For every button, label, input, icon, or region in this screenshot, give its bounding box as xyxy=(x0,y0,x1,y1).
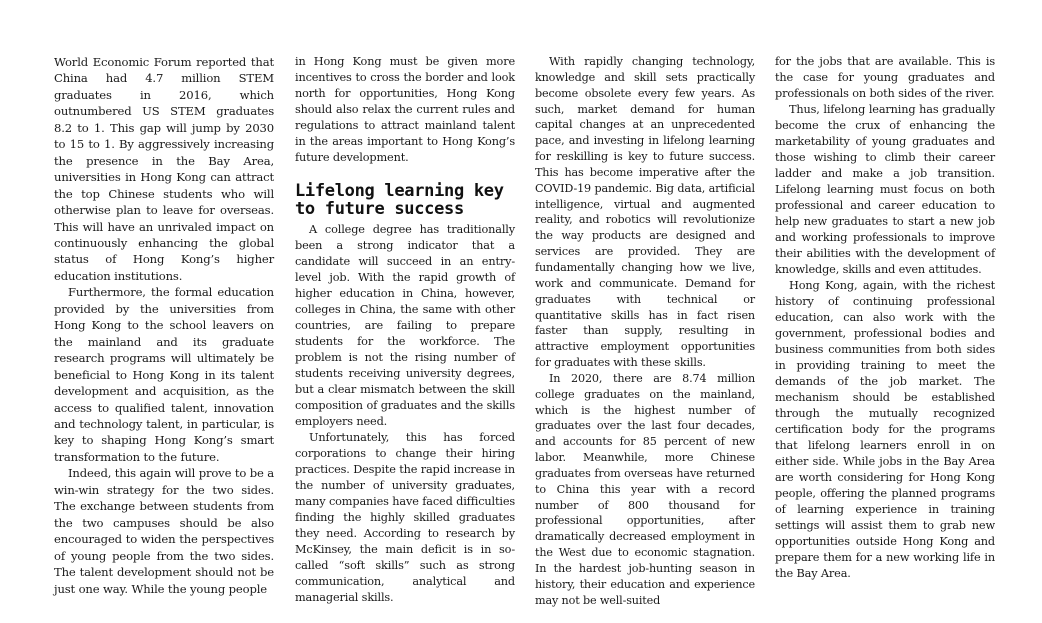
article-column-1 xyxy=(54,54,274,597)
article-column-2 xyxy=(295,54,515,606)
article-column-4 xyxy=(775,54,995,582)
paragraph: Hong Kong, again, with the richest history of continuing professional education, can also work with the government, professional bodies and business communities from both sides in providing training to meet the demands of the job market. The mechanism should be established through the mutually recognized certification body for the programs that lifelong learners enroll in on either side. While jobs in the Bay Area are worth considering for Hong Kong people, offering the planned programs of learning experience in training settings will assist them to grab new opportunities outside Hong Kong and prepare them for a new working life in the Bay Area. xyxy=(775,279,995,580)
paragraph: Thus, lifelong learning has gradually become the crux of enhancing the marketability of young graduates and those wishing to climb their career ladder and make a job transition. Lifelong learning must focus on both professional and career education to help new graduates to start a new job and working professionals to improve their abilities with the development of knowledge, skills and even attitudes. xyxy=(775,103,995,276)
paragraph: in Hong Kong must be given more incentives to cross the border and look north for opportunities, Hong Kong should also relax the current rules and regulations to attract mainland talent in the areas important to Hong Kong’s future development. xyxy=(295,55,515,164)
paragraph: World Economic Forum reported that China had 4.7 million STEM graduates in 2016, which outnumbered US STEM graduates 8.2 to 1. This gap will jump by 2030 to 15 to 1. By aggressively increasing the presence in the Bay Area, universities in Hong Kong can attract the top Chinese students who will otherwise plan to leave for overseas. This will have an unrivaled impact on continuously enhancing the global status of Hong Kong’s higher education institutions. xyxy=(54,55,274,283)
article-column-3 xyxy=(535,54,755,609)
paragraph: Furthermore, the formal education provided by the universities from Hong Kong to the school leavers on the mainland and its graduate research programs will ultimately be beneficial to Hong Kong in its talent development and acquisition, as the access to qualified talent, innovation and technology talent, in particular, is key to shaping Hong Kong’s smart transformation to the future. xyxy=(54,285,274,464)
section-heading: Lifelong learning key to future success xyxy=(295,181,504,219)
article-page xyxy=(54,54,998,610)
paragraph: Unfortunately, this has forced corporations to change their hiring practices. Despite the rapid increase in the number of university graduates, many companies have faced difficulties finding the highly skilled graduates they need. According to research by McKinsey, the main deficit is in so-called “soft skills” such as strong communication, analytical and managerial skills. xyxy=(295,431,515,604)
paragraph: A college degree has traditionally been a strong indicator that a candidate will succeed in an entry-level job. With the rapid growth of higher education in China, however, colleges in China, the same with other countries, are failing to prepare students for the workforce. The problem is not the rising number of students receiving university degrees, but a clear mismatch between the skill composition of graduates and the skills employers need. xyxy=(295,223,515,428)
paragraph: for the jobs that are available. This is the case for young graduates and professionals on both sides of the river. xyxy=(775,55,995,100)
paragraph: Indeed, this again will prove to be a win-win strategy for the two sides. The exchange between students from the two campuses should be also encouraged to widen the perspectives of young people from the two sides. The talent development should not be just one way. While the young people xyxy=(54,466,274,596)
paragraph: In 2020, there are 8.74 million college graduates on the mainland, which is the highest number of graduates over the last four decades, and accounts for 85 percent of new labor. Meanwhile, more Chinese graduates from overseas have returned to China this year with a record number of 800 thousand for professional opportunities, after dramatically decreased employment in the West due to economic stagnation. In the hardest job-hunting season in history, their education and experience may not be well-suited xyxy=(535,371,755,607)
paragraph: With rapidly changing technology, knowledge and skill sets practically become obsolete every few years. As such, market demand for human capital changes at an unprecedented pace, and investing in lifelong learning for reskilling is key to future success. This has become imperative after the COVID-19 pandemic. Big data, artificial intelligence, virtual and augmented reality, and robotics will revolutionize the way products are designed and services are provided. They are fundamentally changing how we live, work and communicate. Demand for graduates with technical or quantitative skills has in fact risen faster than supply, resulting in attractive employment opportunities for graduates with these skills. xyxy=(535,55,755,370)
